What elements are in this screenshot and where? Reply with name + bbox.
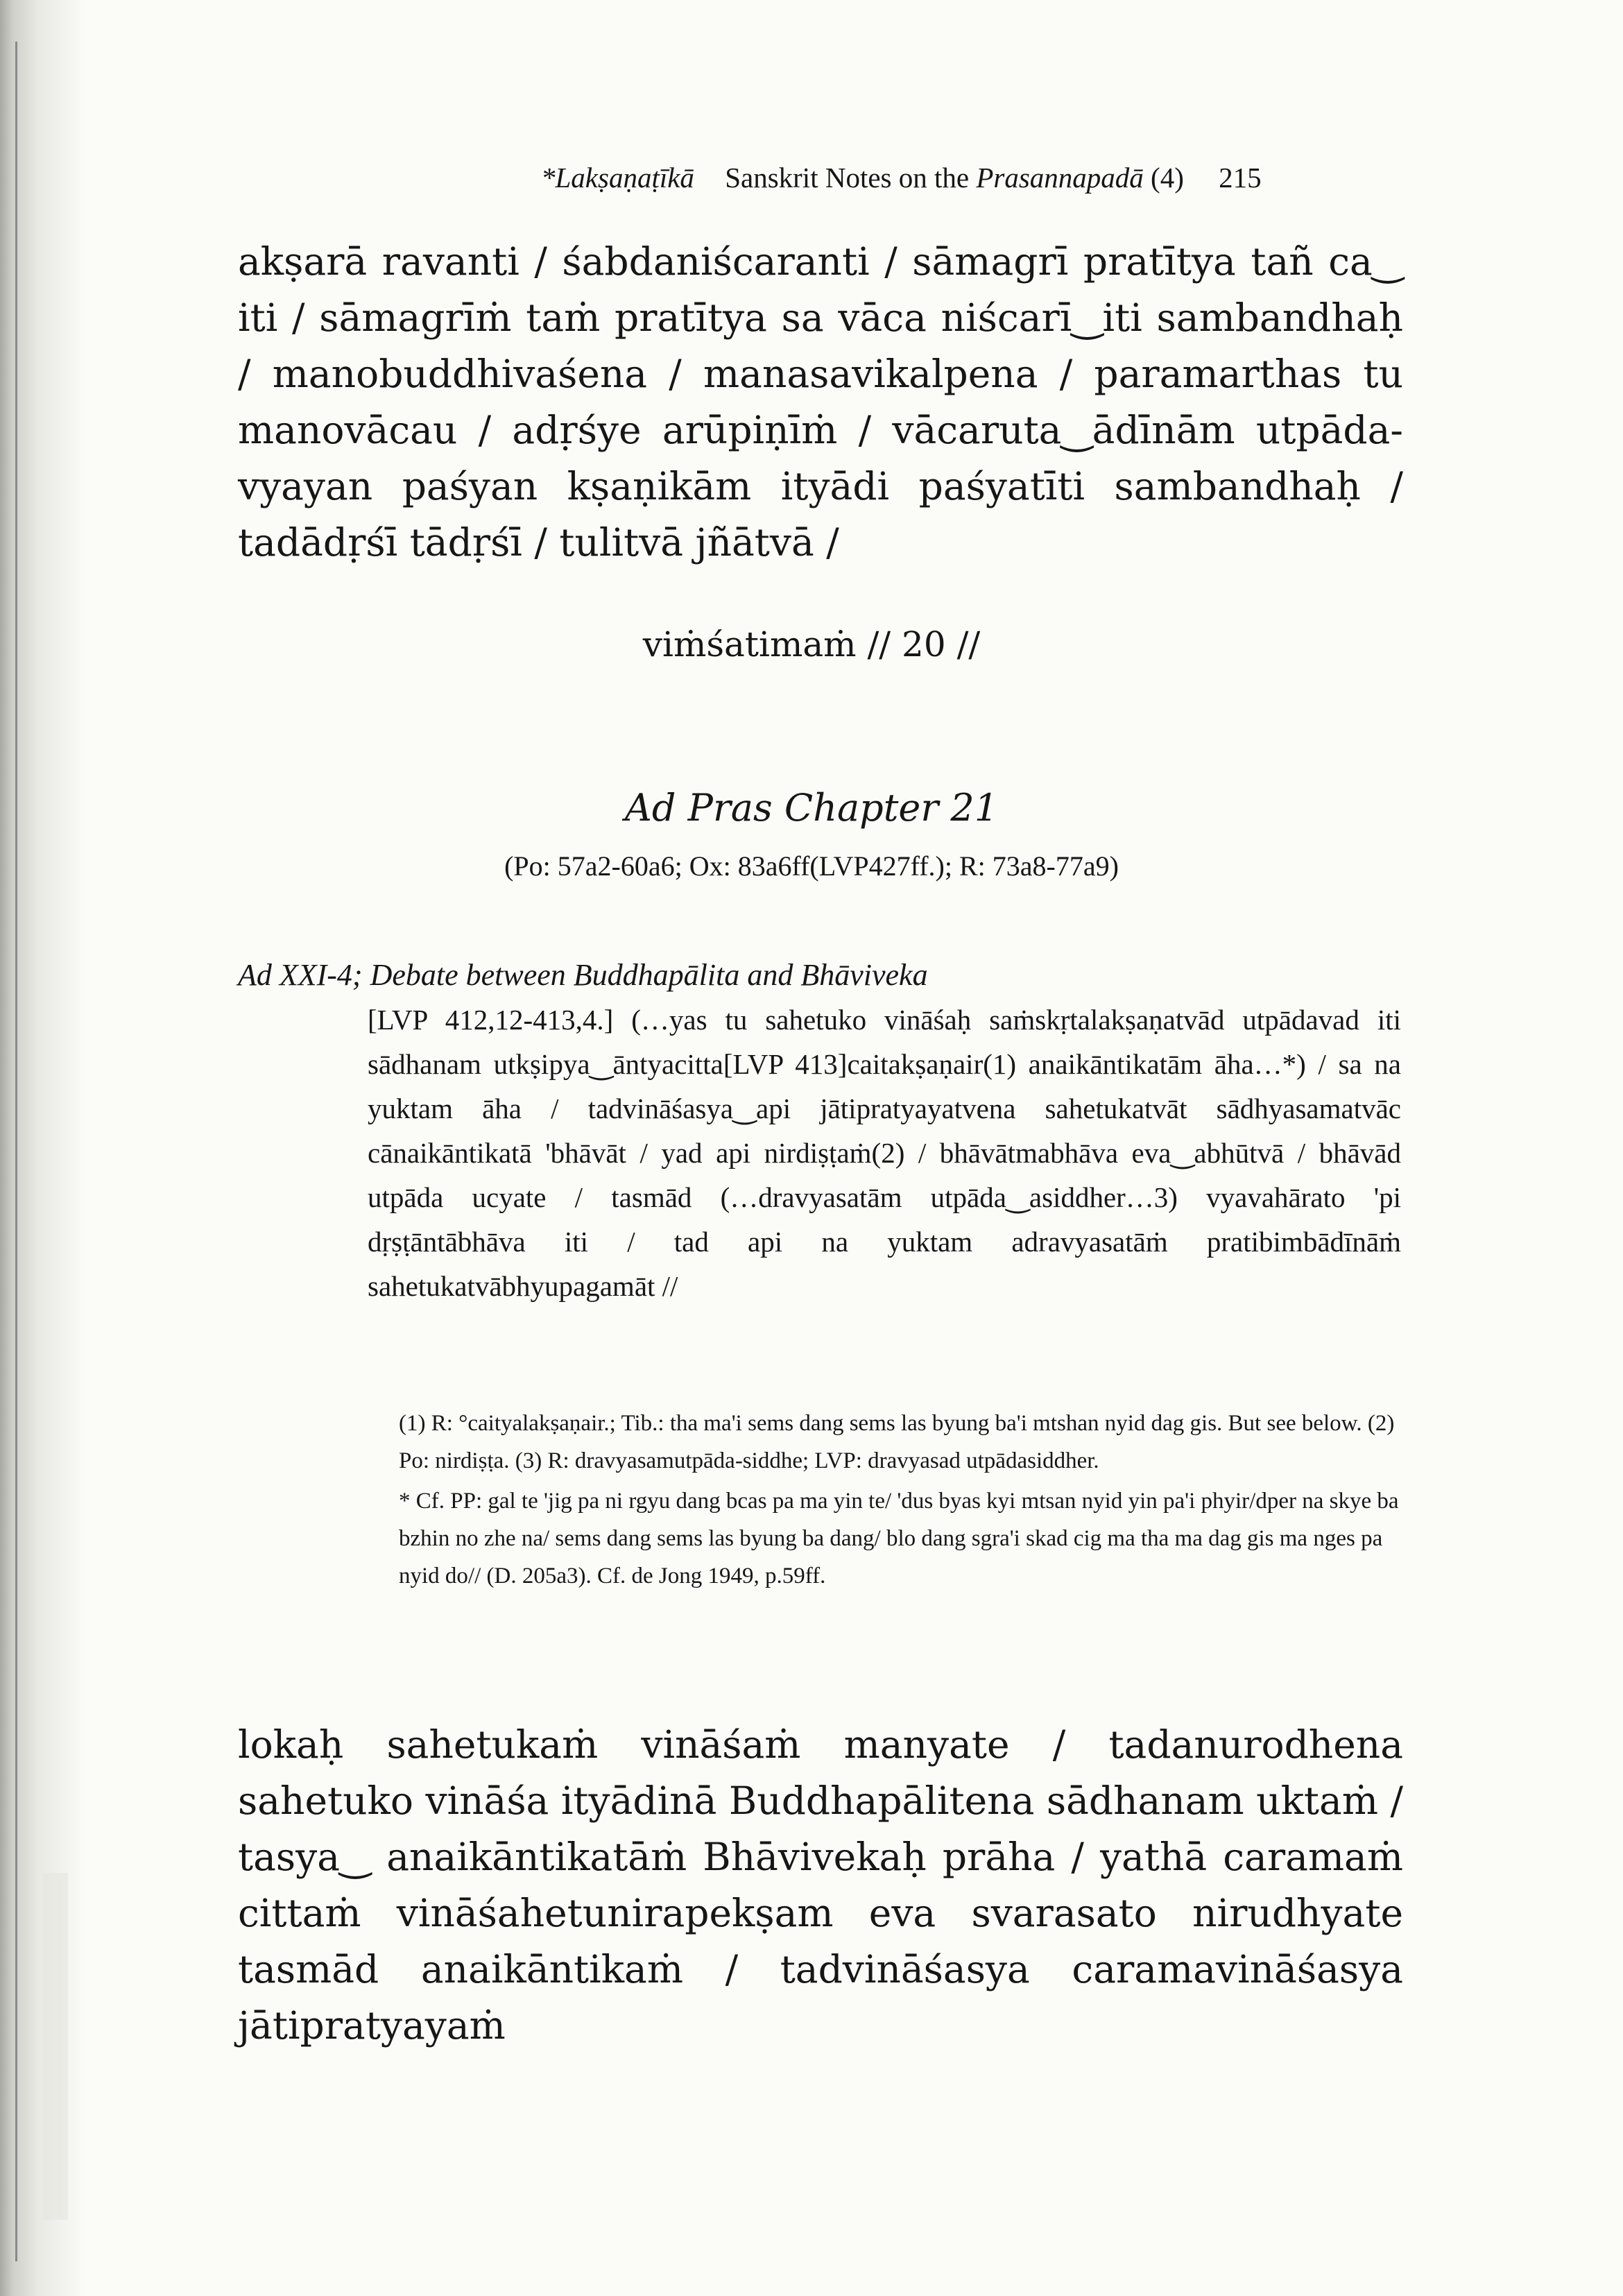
chapter-title: Ad Pras Chapter 21 xyxy=(624,786,999,830)
debate-text: [LVP 412,12-413,4.] (…yas tu sahetuko vināśaḥ saṁskṛtalakṣaṇatvād utpādavad iti sādhanam utkṣipya‿āntyacitta[LVP 413]caitakṣaṇair(1) anaikāntikatām āha…*) / sa na yuktam āha / tadvināśasya‿api jātipratyayatvena sahetukatvāt sādhyasamatvāc cānaikāntikatā 'bhāvāt / yad api nirdiṣṭaṁ(2) / bhāvātmabhāva eva‿abhūtvā / bhāvād utpāda ucyate / tasmād (…dravyasatām utpāda‿asiddher…3) vyavahārato 'pi dṛṣṭāntābhāva iti / tad api na yuktam adravyasatāṁ pratibimbādīnāṁ sahetukatvābhyupagamāt // xyxy=(368,1004,1401,1302)
verse-marker: viṁśatimaṁ // 20 // xyxy=(642,624,981,665)
page-number: 215 xyxy=(1219,162,1262,194)
commentary-top xyxy=(238,234,1403,571)
running-head-title: *Lakṣaṇaṭīkā xyxy=(541,162,694,194)
running-head-part: (4) xyxy=(1151,162,1184,194)
commentary-bottom xyxy=(238,1717,1403,2054)
debate-heading: Ad XXI-4; Debate between Buddhapālita and Bhāviveka xyxy=(238,958,928,992)
footnotes xyxy=(399,1405,1401,1595)
running-head-work: Prasannapadā xyxy=(976,162,1144,194)
commentary-paragraph: lokaḥ sahetukaṁ vināśaṁ manyate / tadanurodhena sahetuko vināśa ityādinā Buddhapālitena sādhanam uktaṁ / tasya‿ anaikāntikatāṁ Bhāvivekaḥ prāha / yathā caramaṁ cittaṁ vināśahetunirapekṣam eva svarasato nirudhyate tasmād anaikāntikaṁ / tadvināśasya caramavināśasya jātipratyayaṁ xyxy=(238,1722,1403,2048)
running-head xyxy=(541,161,1262,194)
commentary-paragraph: akṣarā ravanti / śabdaniścaranti / sāmagrī pratītya tañ ca‿ iti / sāmagrīṁ taṁ pratītya sa vāca niścarī‿iti sambandhaḥ / manobuddhivaśena / manasavikalpena / paramarthas tu manovācau / adṛśye arūpiṇīṁ / vācaruta‿ādīnām utpāda-vyayan paśyan kṣaṇikām ityādi paśyatīti sambandhaḥ / tadādṛśī tādṛśī / tulitvā jñātvā / xyxy=(238,239,1403,565)
footnote: * Cf. PP: gal te 'jig pa ni rgyu dang bcas pa ma yin te/ 'dus byas kyi mtsan nyid yin pa'i phyir/dper na skye ba bzhin no zhe na/ sems dang sems las byung ba dang/ blo dang sgra'i skad cig ma tha ma dag gis ma nges pa nyid do// (D. 205a3). Cf. de Jong 1949, p.59ff. xyxy=(399,1489,1399,1588)
chapter-refs: (Po: 57a2-60a6; Ox: 83a6ff(LVP427ff.); R: 73a8-77a9) xyxy=(504,850,1119,882)
footnote: (1) R: °caityalakṣaṇair.; Tib.: tha ma'i sems dang sems las byung ba'i mtshan nyid dag gis. But see below. (2) Po: nirdiṣṭa. (3) R: dravyasamutpāda-siddhe; LVP: dravyasad utpādasiddher. xyxy=(399,1411,1395,1473)
running-head-subtitle-prefix: Sanskrit Notes on the xyxy=(725,162,970,194)
